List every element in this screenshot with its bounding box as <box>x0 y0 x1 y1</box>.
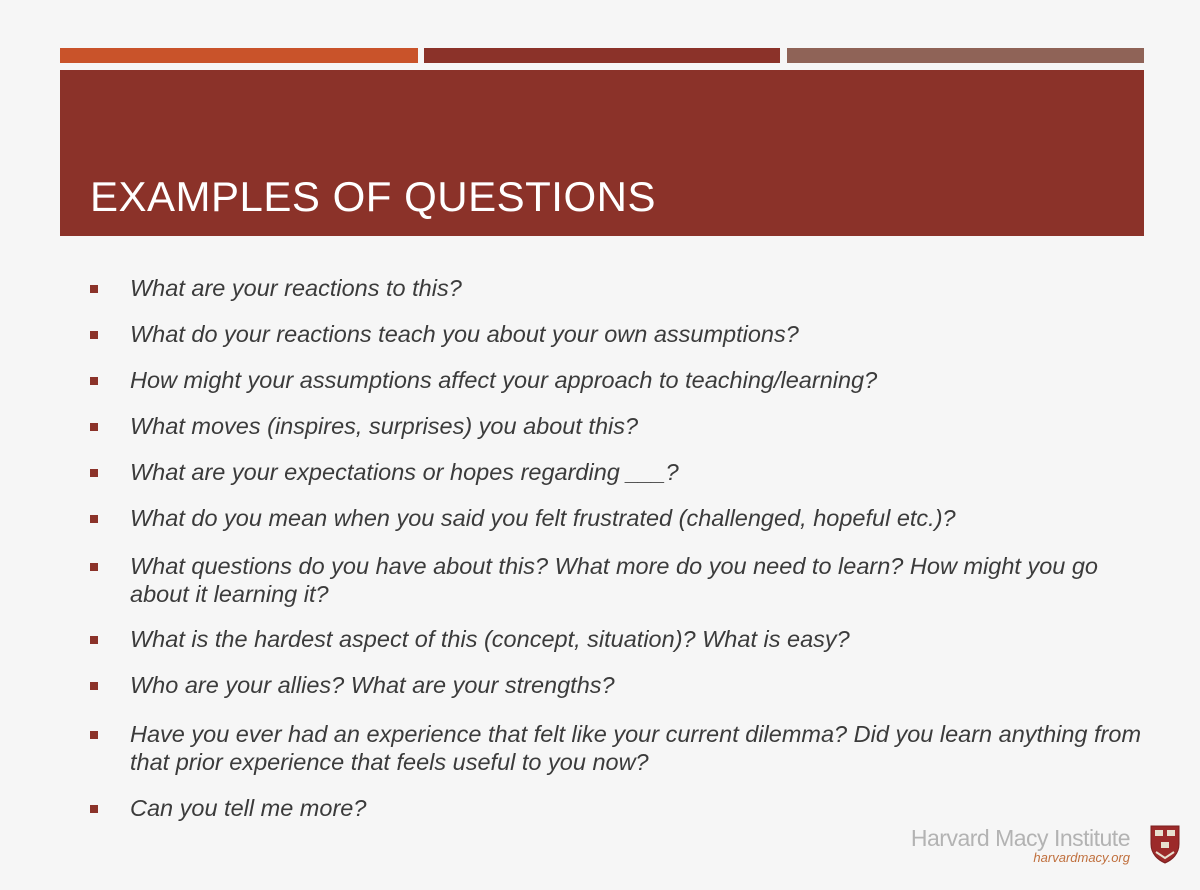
bullet-square-icon <box>90 515 98 523</box>
question-text: What do your reactions teach you about your own assumptions? <box>130 321 799 347</box>
question-item <box>90 274 1150 302</box>
accent-bar-orange <box>60 48 418 63</box>
question-text: What moves (inspires, surprises) you about this? <box>130 413 639 439</box>
bullet-square-icon <box>90 731 98 739</box>
accent-bar-brown <box>787 48 1144 63</box>
accent-bars <box>60 48 1144 64</box>
question-item <box>90 320 1150 348</box>
question-text: How might your assumptions affect your approach to teaching/learning? <box>130 367 878 393</box>
harvard-shield-icon <box>1150 824 1180 864</box>
question-text: What are your expectations or hopes regarding ___? <box>130 459 679 485</box>
question-item <box>90 794 1150 822</box>
question-item <box>90 366 1150 394</box>
bullet-square-icon <box>90 682 98 690</box>
question-item <box>90 412 1150 440</box>
bullet-square-icon <box>90 285 98 293</box>
title-band <box>60 70 1144 236</box>
bullet-square-icon <box>90 469 98 477</box>
question-item <box>90 504 1150 532</box>
question-text: Can you tell me more? <box>130 795 367 821</box>
question-text: Have you ever had an experience that felt like your current dilemma? Did you learn anything from that prior experience that feels useful to you now? <box>130 721 1142 775</box>
bullet-square-icon <box>90 636 98 644</box>
question-item <box>90 720 1150 776</box>
question-item <box>90 625 1150 653</box>
bullet-square-icon <box>90 563 98 571</box>
question-item <box>90 458 1150 486</box>
question-text: What is the hardest aspect of this (concept, situation)? What is easy? <box>130 626 850 652</box>
logo-name: Harvard Macy Institute <box>910 825 1130 851</box>
question-item <box>90 552 1150 608</box>
harvard-macy-logo <box>910 822 1184 870</box>
slide-title: EXAMPLES OF QUESTIONS <box>90 173 656 220</box>
question-text: What are your reactions to this? <box>130 275 462 301</box>
bullet-square-icon <box>90 423 98 431</box>
question-item <box>90 671 1150 699</box>
question-text: What questions do you have about this? What more do you need to learn? How might you go about it learning it? <box>130 553 1098 607</box>
bullet-square-icon <box>90 331 98 339</box>
bullet-square-icon <box>90 377 98 385</box>
logo-url: harvardmacy.org <box>1033 850 1130 865</box>
question-text: Who are your allies? What are your strengths? <box>130 672 615 698</box>
question-text: What do you mean when you said you felt frustrated (challenged, hopeful etc.)? <box>130 505 956 531</box>
accent-bar-red <box>424 48 780 63</box>
bullet-square-icon <box>90 805 98 813</box>
